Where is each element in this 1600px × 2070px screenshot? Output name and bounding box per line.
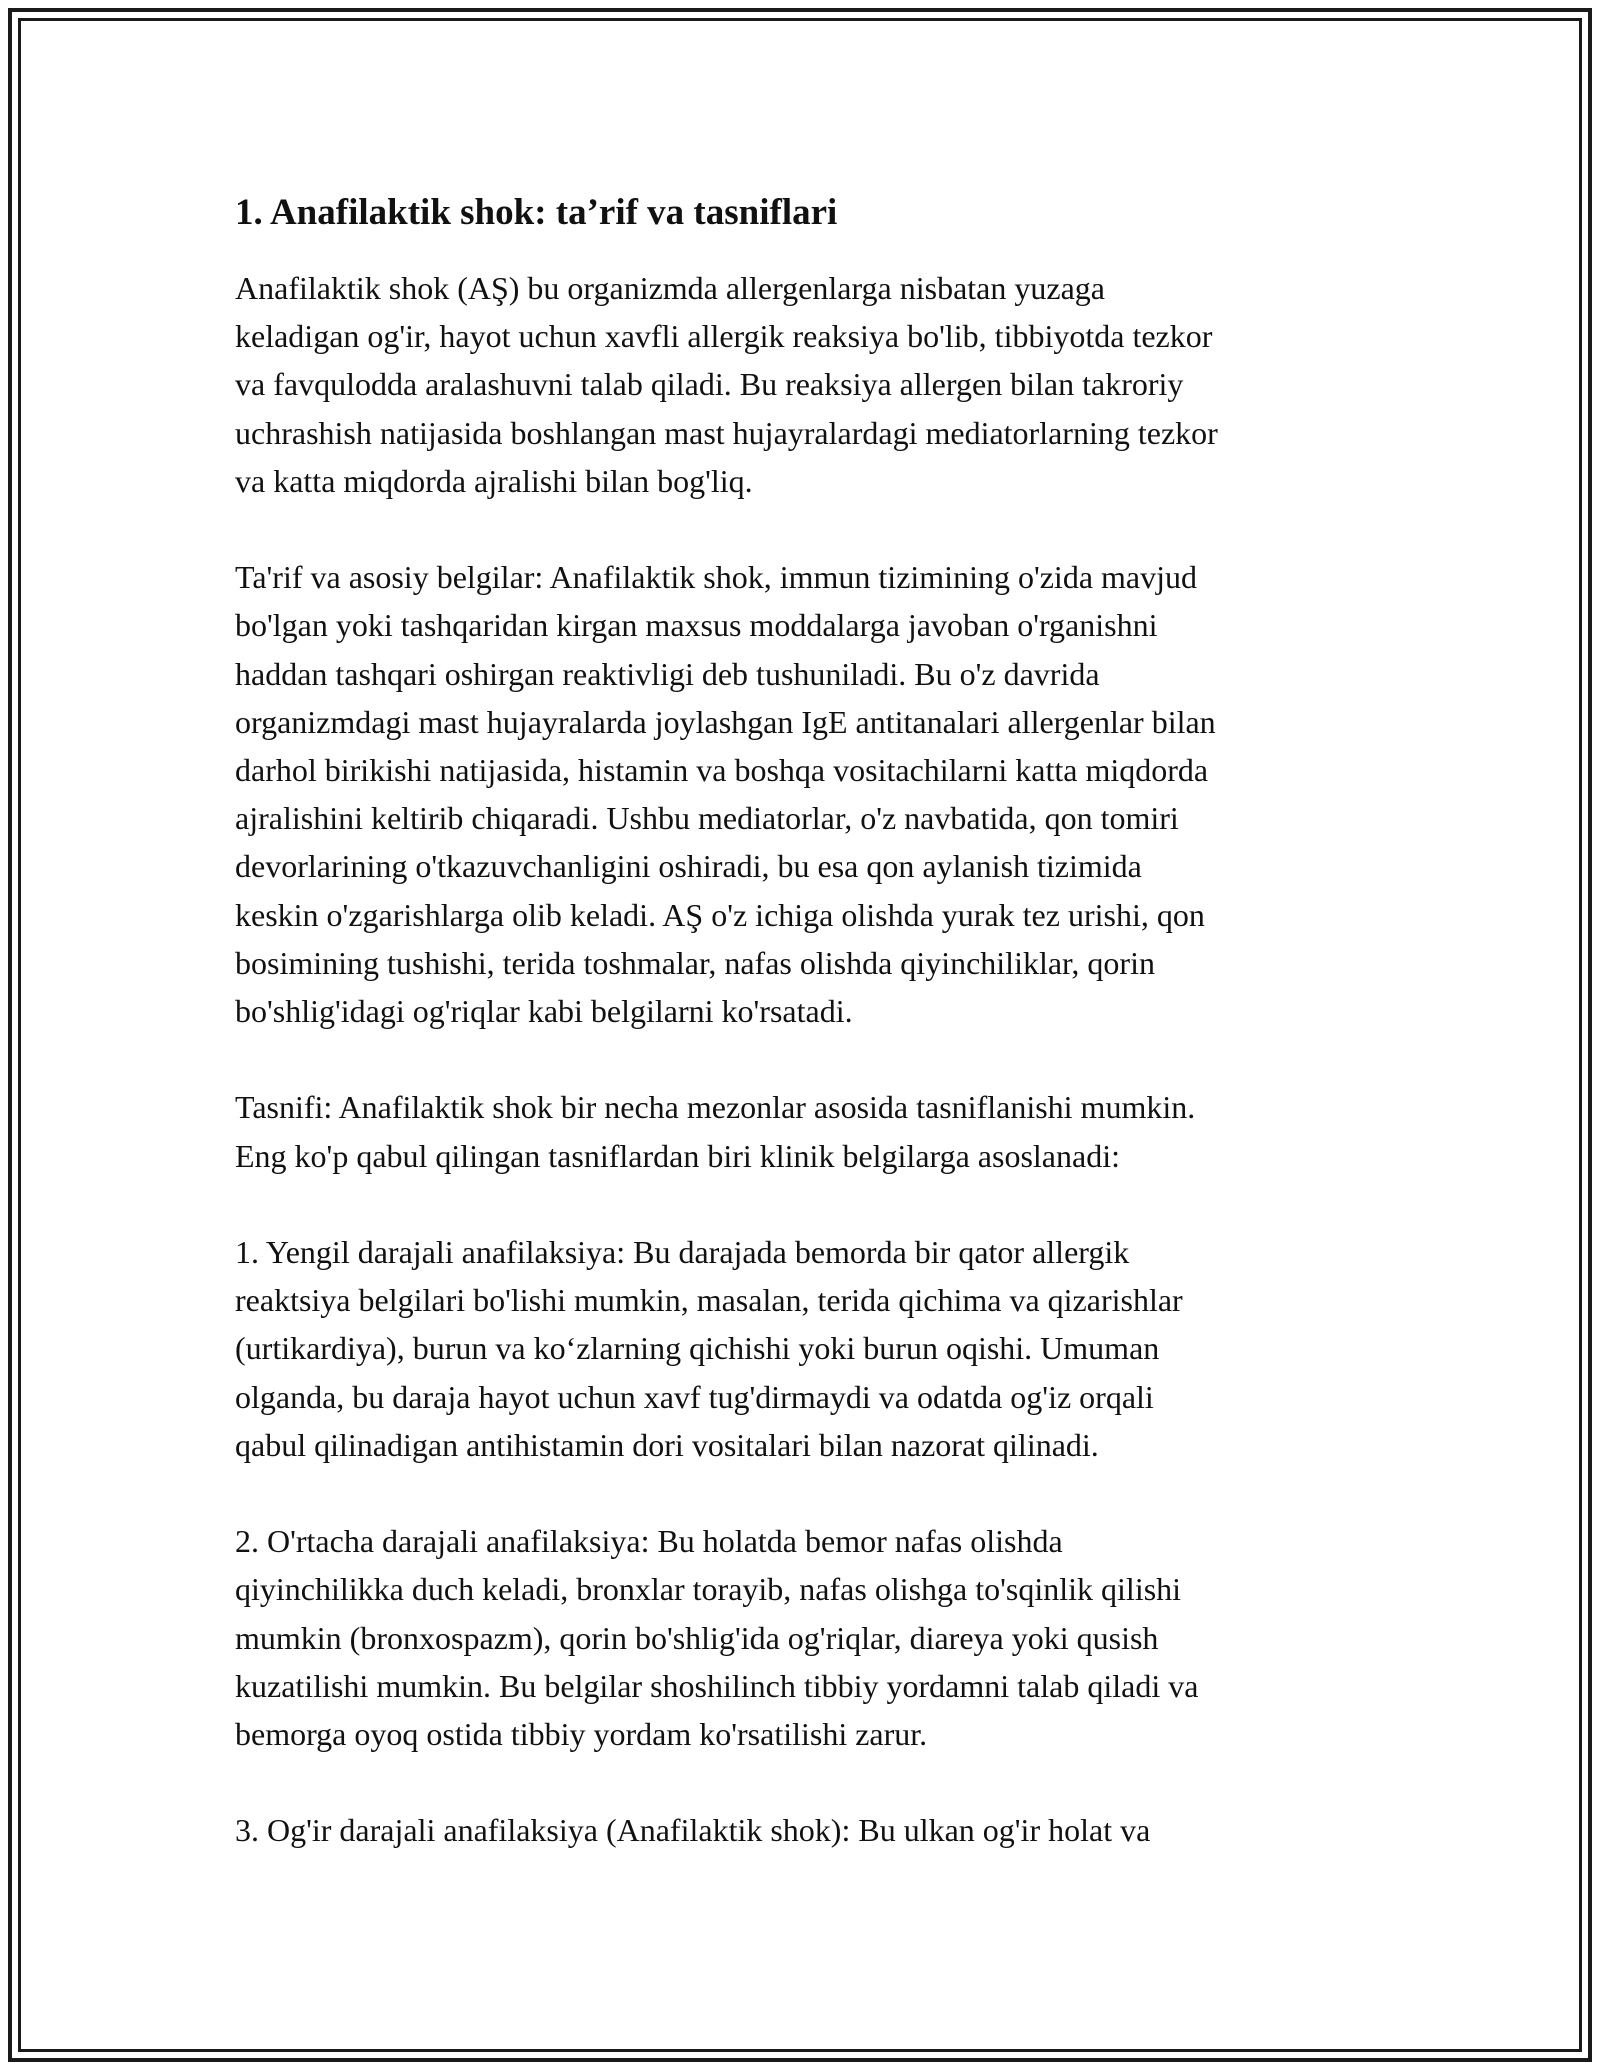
text-line: qabul qilinadigan antihistamin dori vositalari bilan nazorat qilinadi. [235,1426,1099,1463]
text-line: devorlarining o'tkazuvchanligini oshiradi, bu esa qon aylanish tizimida [235,848,1142,885]
text-line: Anafilaktik shok (AŞ) bu organizmda allergenlarga nisbatan yuzaga [235,270,1105,306]
text-line: organizmdagi mast hujayralarda joylashgan IgE antitanalari allergenlar bilan [235,703,1216,740]
text-line: kuzatilishi mumkin. Bu belgilar shoshilinch tibbiy yordamni talab qiladi va [235,1667,1199,1704]
text-line: va katta miqdorda ajralishi bilan bog'liq. [235,462,753,499]
text-line: Ta'rif va asosiy belgilar: Anafilaktik shok, immun tizimining o'zida mavjud [235,559,1197,596]
document-body [235,188,1370,1855]
text-line: va favqulodda aralashuvni talab qiladi. Bu reaksiya allergen bilan takroriy [235,366,1184,403]
text-line: ajralishini keltirib chiqaradi. Ushbu mediatorlar, o'z navbatida, qon tomiri [235,800,1179,837]
paragraph-intro [235,264,1370,505]
text-line: darhol birikishi natijasida, histamin va boshqa vositachilarni katta miqdorda [235,752,1209,789]
text-line: bemorga oyoq ostida tibbiy yordam ko'rsatilishi zarur. [235,1716,928,1753]
paragraph-severe-degree [235,1806,1370,1854]
text-line: uchrashish natijasida boshlangan mast hujayralardagi mediatorlarning tezkor [235,414,1218,451]
text-line: 1. Yengil darajali anafilaksiya: Bu darajada bemorda bir qator allergik [235,1234,1130,1271]
text-line: (urtikardiya), burun va ko‘zlarning qichishi yoki burun oqishi. Umuman [235,1330,1160,1367]
text-line: mumkin (bronxospazm), qorin bo'shlig'ida og'riqlar, diareya yoki qusish [235,1619,1159,1656]
paragraph-definition [235,553,1370,1035]
text-line: bo'shlig'idagi og'riqlar kabi belgilarni ko'rsatadi. [235,993,853,1030]
text-line: reaktsiya belgilari bo'lishi mumkin, masalan, terida qichima va qizarishlar [235,1282,1183,1319]
paragraph-moderate-degree [235,1517,1370,1758]
paragraph-mild-degree [235,1228,1370,1469]
text-line: keladigan og'ir, hayot uchun xavfli allergik reaksiya bo'lib, tibbiyotda tezkor [235,318,1213,355]
text-line: 3. Og'ir darajali anafilaksiya (Anafilaktik shok): Bu ulkan og'ir holat va [235,1812,1151,1849]
text-line: haddan tashqari oshirgan reaktivligi deb tushuniladi. Bu o'z davrida [235,655,1100,692]
text-line: olganda, bu daraja hayot uchun xavf tug'dirmaydi va odatda og'iz orqali [235,1378,1154,1415]
text-line: keskin o'zgarishlarga olib keladi. AŞ o'z ichiga olishda yurak tez urishi, qon [235,896,1205,933]
text-line: Tasnifi: Anafilaktik shok bir necha mezonlar asosida tasniflanishi mumkin. [235,1089,1196,1126]
text-line: 2. O'rtacha darajali anafilaksiya: Bu holatda bemor nafas olishda [235,1523,1063,1560]
text-line: bo'lgan yoki tashqaridan kirgan maxsus moddalarga javoban o'rganishni [235,607,1158,644]
section-heading: 1. Anafilaktik shok: ta’rif va tasniflari [235,192,838,233]
text-line: qiyinchilikka duch keladi, bronxlar torayib, nafas olishga to'sqinlik qilishi [235,1571,1182,1608]
text-line: bosimining tushishi, terida toshmalar, nafas olishda qiyinchiliklar, qorin [235,944,1155,981]
text-line: Eng ko'p qabul qilingan tasniflardan biri klinik belgilarga asoslanadi: [235,1137,1120,1174]
paragraph-classification [235,1083,1370,1179]
